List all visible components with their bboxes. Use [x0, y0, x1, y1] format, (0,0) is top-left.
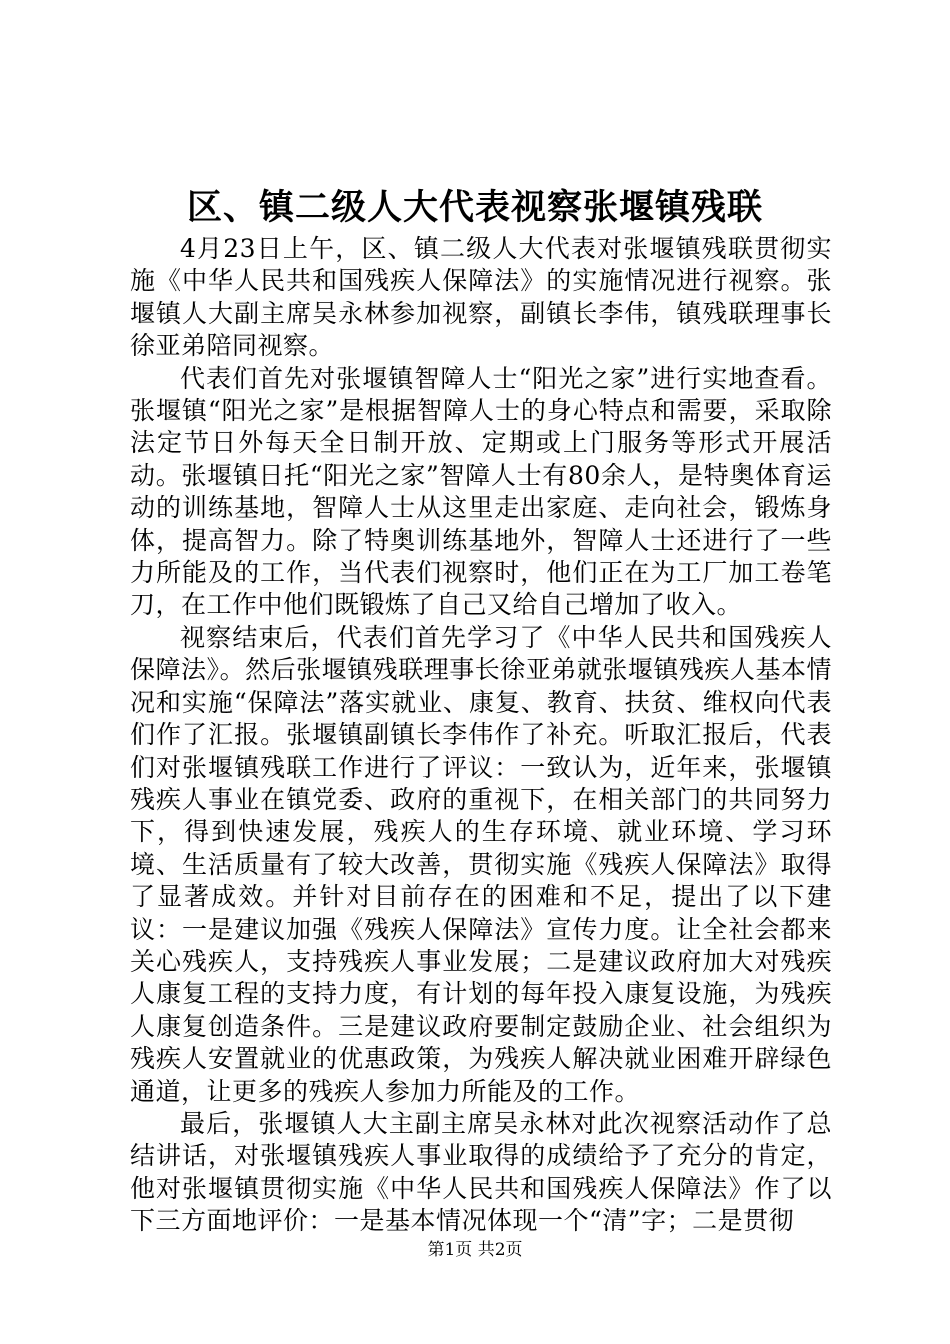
- paragraph-intro: 4月23日上午，区、镇二级人大代表对张堰镇残联贯彻实施《中华人民共和国残疾人保障法》的实施情况进行视察。张堰镇人大副主席吴永林参加视察，副镇长李伟，镇残联理事长徐亚弟陪同视察。: [130, 234, 832, 361]
- paragraph-sunshine-home: 代表们首先对张堰镇智障人士“阳光之家”进行实地查看。张堰镇“阳光之家”是根据智障人士的身心特点和需要，采取除法定节日外每天全日制开放、定期或上门服务等形式开展活动。张堰镇日托“阳光之家”智障人士有80余人，是特奥体育运动的训练基地，智障人士从这里走出家庭、走向社会，锻炼身体，提高智力。除了特奥训练基地外，智障人士还进行了一些力所能及的工作，当代表们视察时，他们正在为工厂加工卷笔刀，在工作中他们既锻炼了自己又给自己增加了收入。: [130, 363, 832, 620]
- paragraph-conclusion: 最后，张堰镇人大主副主席吴永林对此次视察活动作了总结讲话，对张堰镇残疾人事业取得的成绩给予了充分的肯定，他对张堰镇贯彻实施《中华人民共和国残疾人保障法》作了以下三方面地评价：一是基本情况体现一个“清”字；二是贯彻: [130, 1108, 832, 1236]
- document-title: 区、镇二级人大代表视察张堰镇残联: [186, 187, 763, 228]
- document-body: [130, 233, 832, 1238]
- page-footer: 第1页 共2页: [427, 1240, 523, 1260]
- paragraph-review: 视察结束后，代表们首先学习了《中华人民共和国残疾人保障法》。然后张堰镇残联理事长徐亚弟就张堰镇残疾人基本情况和实施“保障法”落实就业、康复、教育、扶贫、维权向代表们作了汇报。张堰镇副镇长李伟作了补充。听取汇报后，代表们对张堰镇残联工作进行了评议：一致认为，近年来，张堰镇残疾人事业在镇党委、政府的重视下，在相关部门的共同努力下，得到快速发展，残疾人的生存环境、就业环境、学习环境、生活质量有了较大改善，贯彻实施《残疾人保障法》取得了显著成效。并针对目前存在的困难和不足，提出了以下建议：一是建议加强《残疾人保障法》宣传力度。让全社会都来关心残疾人，支持残疾人事业发展；二是建议政府加大对残疾人康复工程的支持力度，有计划的每年投入康复设施，为残疾人康复创造条件。三是建议政府要制定鼓励企业、社会组织为残疾人安置就业的优惠政策，为残疾人解决就业困难开辟绿色通道，让更多的残疾人参加力所能及的工作。: [130, 622, 832, 1106]
